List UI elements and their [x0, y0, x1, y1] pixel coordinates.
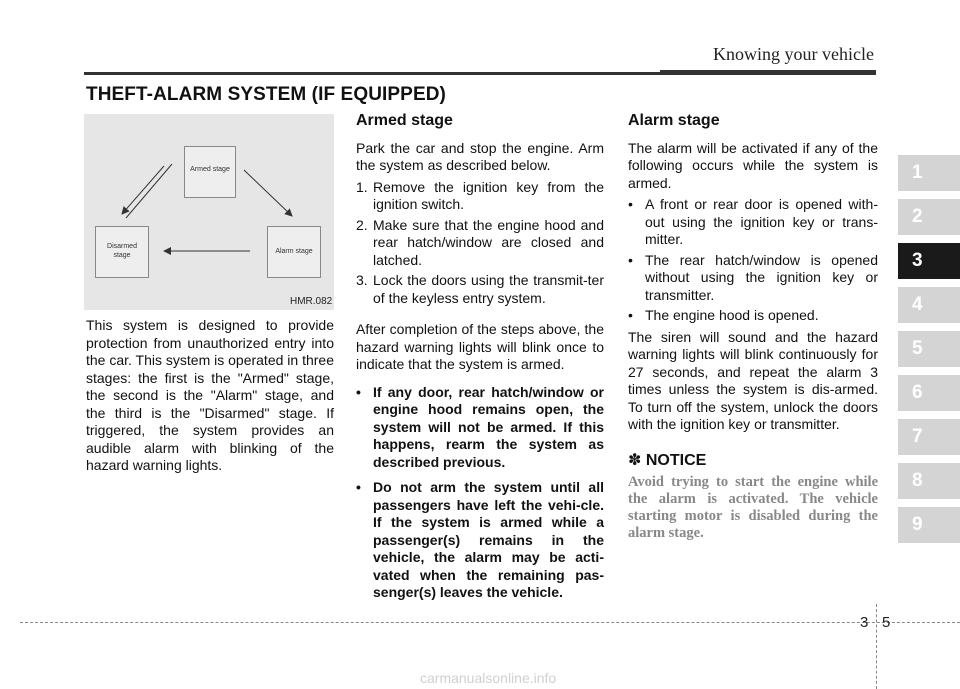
armed-steps	[356, 179, 604, 308]
alarm-stage-heading: Alarm stage	[628, 112, 720, 129]
alarm-triggers	[628, 196, 878, 325]
armed-after: After completion of the steps above, the hazard warning lights will blink once to indicate that the system is armed.	[356, 321, 604, 372]
alarm-stage-label: Alarm stage	[275, 248, 313, 255]
chapter-tab-1[interactable]: 1	[898, 155, 960, 191]
chapter-tab-2[interactable]: 2	[898, 199, 960, 235]
chapter-tab-4[interactable]: 4	[898, 287, 960, 323]
page-number: 5	[882, 614, 891, 631]
step-text: Lock the doors using the transmit-ter of the keyless entry system.	[373, 272, 604, 306]
section-title: THEFT-ALARM SYSTEM (IF EQUIPPED)	[86, 84, 446, 105]
armed-stage-column	[356, 112, 604, 610]
running-header: Knowing your vehicle	[713, 44, 874, 64]
list-item	[356, 384, 604, 472]
header-rule-accent	[660, 70, 876, 75]
chapter-tabs	[898, 155, 960, 551]
bullet: •	[628, 196, 633, 212]
arrow-armed-to-alarm	[244, 170, 292, 216]
bullet: •	[628, 251, 633, 268]
chapter-tab-8[interactable]: 8	[898, 463, 960, 499]
bullet: •	[356, 479, 361, 495]
bullet: •	[628, 307, 633, 323]
step-text: Remove the ignition key from the ignition switch.	[373, 178, 604, 212]
trigger-text: A front or rear door is opened with-out using the ignition key or trans-mitter.	[645, 196, 878, 247]
disarmed-stage-label-1: Disarmed	[107, 243, 137, 250]
step-text: Make sure that the engine hood and rear hatch/window are closed and latched.	[373, 216, 604, 268]
footer-divider	[876, 604, 877, 689]
step-number: 2.	[356, 216, 368, 233]
step-number: 1.	[356, 178, 368, 195]
armed-warnings	[356, 384, 604, 602]
chapter-tab-6[interactable]: 6	[898, 375, 960, 411]
trigger-text: The rear hatch/window is opened without using the ignition key or transmitter.	[645, 251, 878, 303]
intro-paragraph: This system is designed to provide protection from unauthorized entry into the car. This system is operated in three stages: the first is the "Armed" stage, the second is the "Alarm" stage, and the third is the "Disarmed" stage. If triggered, the system provides an audible alarm with blinking of the hazard warning lights.	[86, 317, 334, 473]
watermark: carmanualsonline.info	[420, 670, 557, 686]
warning-text: Do not arm the system until all passengers have left the vehi-cle. If the system is armed while a passenger(s) remains in the vehicle, the alarm may be acti-vated when the remaining pas-senger(s) leaves the vehicle.	[373, 479, 604, 600]
list-item	[356, 217, 604, 270]
notice-title: ✽ NOTICE	[628, 451, 707, 469]
chapter-tab-3[interactable]: 3	[898, 243, 960, 279]
armed-intro: Park the car and stop the engine. Arm the system as described below.	[356, 139, 604, 173]
chapter-tab-7[interactable]: 7	[898, 419, 960, 455]
list-item	[628, 252, 878, 305]
list-item	[356, 179, 604, 214]
trigger-text: The engine hood is opened.	[645, 307, 819, 323]
arrow-armed-to-disarmed	[122, 166, 164, 214]
list-item	[356, 479, 604, 602]
notice-text: Avoid trying to start the engine while the alarm is activated. The vehicle starting motor is disabled during the alarm stage.	[628, 474, 878, 541]
armed-stage-heading: Armed stage	[356, 112, 453, 129]
chapter-number: 3	[860, 614, 869, 631]
figure-label: HMR.082	[290, 296, 333, 307]
bullet: •	[356, 383, 361, 400]
list-item	[628, 196, 878, 249]
armed-stage-label: Armed stage	[190, 166, 230, 173]
step-number: 3.	[356, 272, 368, 288]
list-item	[628, 307, 878, 325]
stage-arrows	[84, 114, 334, 310]
alarm-intro: The alarm will be activated if any of the following occurs while the system is armed.	[628, 139, 878, 191]
chapter-tab-5[interactable]: 5	[898, 331, 960, 367]
arrow-disarmed-to-armed-line	[126, 164, 172, 218]
warning-text: If any door, rear hatch/window or engine hood remains open, the system will not be armed. If this happens, rearm the system as described previous.	[373, 383, 604, 470]
footer-rule	[20, 622, 960, 623]
list-item	[356, 272, 604, 307]
alarm-after: The siren will sound and the hazard warning lights will blink continuously for 27 seconds, and repeat the alarm 3 times unless the system is dis-armed. To turn off the system, unlock the doors with the ignition key or transmitter.	[628, 328, 878, 432]
disarmed-stage-label-2: stage	[113, 252, 131, 259]
alarm-stage-column	[628, 112, 878, 542]
stage-diagram	[84, 114, 334, 310]
chapter-tab-9[interactable]: 9	[898, 507, 960, 543]
